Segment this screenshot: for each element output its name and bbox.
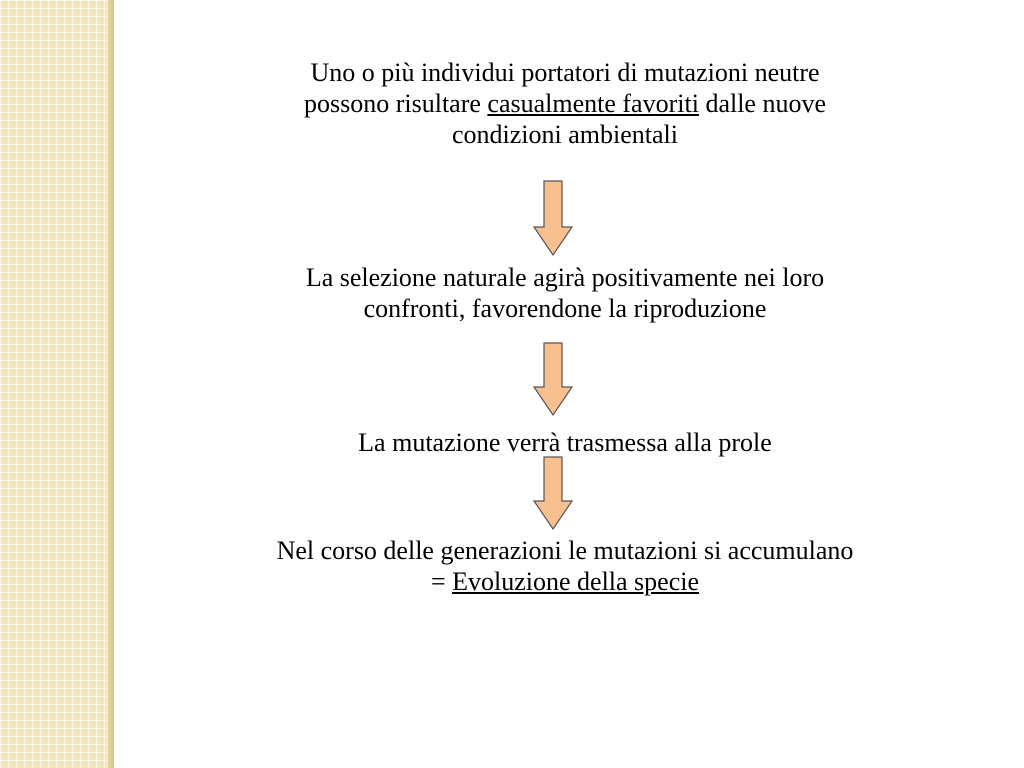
step-1-underlined-phrase: casualmente favoriti [487,89,699,118]
step-2-line-1: La selezione naturale agirà positivamente nei loro [305,263,825,292]
down-arrow-icon [533,342,573,416]
step-1-line-3: condizioni ambientali [452,120,678,149]
step-4-text [170,535,960,597]
step-1-line-2-start: possono risultare [303,89,488,118]
step-1-line-2-end: dalle nuove [698,89,827,118]
step-3-text [170,427,960,458]
step-3-line-1: La mutazione verrà trasmessa alla prole [358,428,772,457]
step-2-text [170,262,960,324]
step-1-line-1: Uno o più individui portatori di mutazioni neutre [310,58,820,87]
step-4-line-1: Nel corso delle generazioni le mutazioni si accumulano [276,536,854,565]
step-2-line-2: confronti, favorendone la riproduzione [363,294,767,323]
step-1-text [170,57,960,150]
down-arrow-icon [533,456,573,530]
step-4-line-2-start: = [430,567,453,596]
step-4-underlined-phrase: Evoluzione della specie [452,567,700,596]
decorative-side-strip [0,0,114,768]
decorative-side-edge [108,0,114,768]
down-arrow-icon [533,180,573,256]
